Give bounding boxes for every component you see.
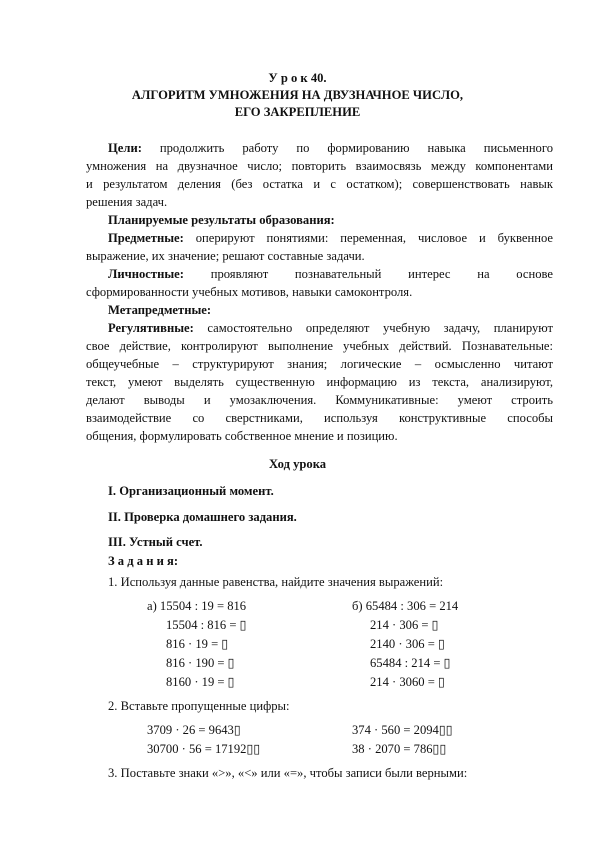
task1-b-expr: 65484 : 214 = ▯ [370, 656, 451, 670]
task1-a-expr: 15504 : 816 = ▯ [166, 618, 247, 632]
task2-text: 2. Вставьте пропущенные цифры: [108, 699, 290, 713]
outcomes-heading: Планируемые результаты образования: [108, 213, 335, 227]
stage-mental-count: III. Устный счет. [108, 535, 203, 549]
task1-a-given: а) 15504 : 19 = 816 [147, 599, 247, 613]
meta-line2: свое действие, контролируют выполнение учебных действий. Познавательные: [86, 339, 553, 353]
subject-line1 [108, 230, 553, 246]
task2-left-expr: 3709 · 26 = 9643▯ [147, 723, 241, 737]
course-heading: Ход урока [268, 457, 327, 471]
task2-right-expr: 374 · 560 = 2094▯▯ [352, 723, 453, 737]
tasks-label: З а д а н и я: [108, 554, 179, 568]
lesson-title-line2: ЕГО ЗАКРЕПЛЕНИЕ [234, 105, 361, 119]
task1-a-expr: 816 · 190 = ▯ [166, 656, 235, 670]
personal-line2: сформированности учебных мотивов, навыки самоконтроля. [86, 285, 413, 299]
meta-line5: делают выводы и умозаключения. Коммуникативные: умеют строить [86, 393, 553, 407]
task2-right-expr: 38 · 2070 = 786▯▯ [352, 742, 447, 756]
meta-line4: текст, умеют выделять существенную информацию из текста, анализируют, [86, 375, 553, 389]
task1-a-expr: 8160 · 19 = ▯ [166, 675, 235, 689]
goals-line2: умножения на двузначное число; повторить взаимосвязь между компонентами [86, 159, 553, 173]
goals-line4: решения задач. [86, 195, 168, 209]
meta-line3: общеучебные – структурируют знания; логические – осмысленно читают [86, 357, 553, 371]
goals-text: продолжить работу по формированию навыка письменного [159, 141, 553, 155]
meta-line7: общения, формулировать собственное мнение и позицию. [86, 429, 398, 443]
subject-line2: выражение, их значение; решают составные задачи. [86, 249, 365, 263]
lesson-number: У р о к 40. [268, 71, 327, 85]
subject-text: оперируют понятиями: переменная, числовое и буквенное [195, 231, 553, 245]
task1-a-expr: 816 · 19 = ▯ [166, 637, 229, 651]
task1-b-given: б) 65484 : 306 = 214 [352, 599, 459, 613]
goals-line1 [108, 140, 553, 156]
task1-b-expr: 214 · 306 = ▯ [370, 618, 439, 632]
stage-organizational: I. Организационный момент. [108, 484, 274, 498]
meta-line1 [108, 320, 553, 336]
meta-text: самостоятельно определяют учебную задачу, планируют [207, 321, 554, 335]
task1-b-expr: 2140 · 306 = ▯ [370, 637, 445, 651]
stage-homework-check: II. Проверка домашнего задания. [108, 510, 297, 524]
regulative-label: Регулятивные: [108, 321, 194, 335]
meta-line6: взаимодействие со сверстниками, используя конструктивные способы [86, 411, 553, 425]
lesson-title-line1: АЛГОРИТМ УМНОЖЕНИЯ НА ДВУЗНАЧНОЕ ЧИСЛО, [131, 88, 464, 102]
personal-label: Личностные: [108, 267, 184, 281]
task1-text: 1. Используя данные равенства, найдите значения выражений: [108, 575, 444, 589]
subject-label: Предметные: [108, 231, 184, 245]
personal-line1 [108, 266, 553, 282]
personal-text: проявляют познавательный интерес на основе [210, 267, 553, 281]
goals-line3: и результатом деления (без остатка и с остатком); совершенствовать навык [86, 177, 553, 191]
task3-text: 3. Поставьте знаки «>», «<» или «=», чтобы записи были верными: [108, 766, 468, 780]
task2-left-expr: 30700 · 56 = 17192▯▯ [147, 742, 261, 756]
task1-b-expr: 214 · 3060 = ▯ [370, 675, 445, 689]
meta-heading: Метапредметные: [108, 303, 212, 317]
goals-label: Цели: [108, 141, 142, 155]
